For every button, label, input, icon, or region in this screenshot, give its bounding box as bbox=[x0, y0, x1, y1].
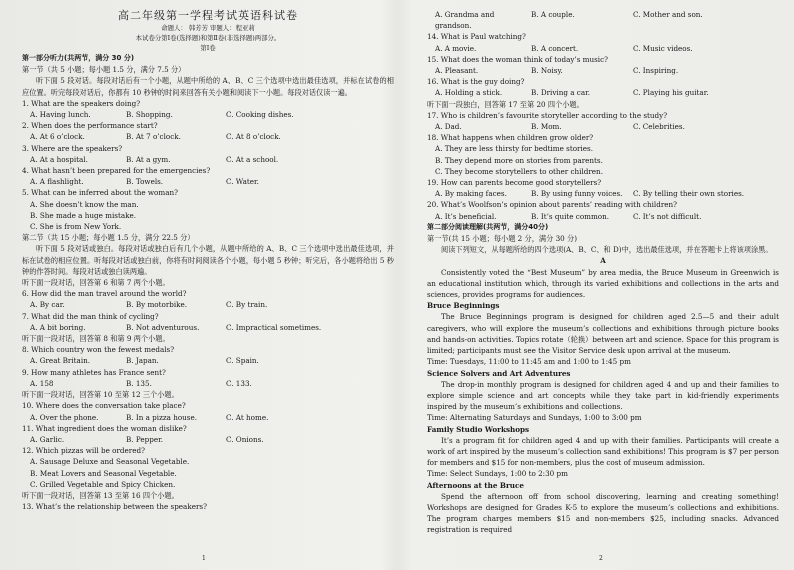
program-time: Time: Tuesdays, 11:00 to 11:45 am and 1:00 to 1:45 pm bbox=[427, 357, 631, 367]
option[interactable]: A. Grandma and grandson. bbox=[435, 10, 495, 31]
option[interactable]: A. Dad. bbox=[435, 122, 462, 132]
question-13-options bbox=[427, 9, 779, 31]
question-5: 5. What can be inferred about the woman? bbox=[22, 188, 178, 198]
program-heading: Family Studio Workshops bbox=[427, 424, 530, 434]
question-17-options bbox=[427, 121, 779, 132]
option[interactable]: A. Pleasant. bbox=[435, 66, 479, 76]
option[interactable]: B. In a pizza house. bbox=[126, 412, 198, 422]
option[interactable]: B. Noisy. bbox=[531, 66, 563, 76]
option[interactable]: C. Inspiring. bbox=[633, 66, 679, 76]
option[interactable]: C. Spain. bbox=[226, 356, 259, 366]
question-11-options bbox=[22, 434, 394, 445]
option[interactable]: C. Onions. bbox=[226, 434, 264, 444]
part2-section1-heading: 第一节(共 15 小题；每小题 2 分，满分 30 分) bbox=[427, 234, 577, 244]
option[interactable]: B. Driving a car. bbox=[531, 88, 591, 98]
listening-cue: 听下面一段对话，回答第 8 和第 9 两个小题。 bbox=[22, 334, 170, 344]
option[interactable]: A. They are less thirsty for bedtime stories. bbox=[435, 144, 593, 154]
option[interactable]: B. A couple. bbox=[531, 10, 575, 19]
part1-heading: 第一部分听力(共两节，满分 30 分) bbox=[22, 54, 135, 62]
question-17: 17. Who is children’s favourite storyteller according to the study? bbox=[427, 110, 668, 120]
question-19: 19. How can parents become good storytellers? bbox=[427, 178, 602, 188]
option[interactable]: A. A movie. bbox=[435, 43, 477, 53]
option[interactable]: A. Garlic. bbox=[30, 434, 65, 444]
program-description: It’s a program fit for children aged 4 and up with their families. Participants will create a work of art inspired by the museum’s collection sand exhibitions! This program is $7 per person for members and $15 for non-members, plus the cost of museum admission. bbox=[427, 435, 779, 468]
question-4: 4. What hasn’t been prepared for the emergencies? bbox=[22, 166, 211, 176]
option[interactable]: A. Great Britain. bbox=[30, 356, 91, 366]
question-10-options bbox=[22, 412, 394, 423]
program-description: Spend the afternoon off from school discovering, learning and creating something! Workshops are designed for Grades K-5 to explore the museum’s collections and exhibitions. The program charges members $15 and non-members $25, including snacks. Advanced registration is required bbox=[427, 491, 779, 535]
page-number: 1 bbox=[202, 554, 206, 562]
option[interactable]: C. Water. bbox=[226, 177, 259, 187]
question-3-options bbox=[22, 154, 394, 165]
option[interactable]: A. 158 bbox=[30, 378, 54, 388]
question-19-options bbox=[427, 188, 779, 199]
question-15: 15. What does the woman think of today’s music? bbox=[427, 54, 608, 64]
exam-structure: 本试卷分第Ⅰ卷(选择题)和第Ⅱ卷(非选择题)两部分。 bbox=[135, 34, 281, 42]
question-6: 6. How did the man travel around the world? bbox=[22, 289, 187, 299]
listening-cue: 听下面一段独白，回答第 17 至第 20 四个小题。 bbox=[427, 99, 584, 109]
section1-heading: 第一节（共 5 小题；每小题 1.5 分，满分 7.5 分） bbox=[22, 65, 186, 75]
option[interactable]: B. Towels. bbox=[126, 177, 164, 187]
option[interactable]: B. At a gym. bbox=[126, 154, 171, 164]
program-heading: Afternoons at the Bruce bbox=[427, 480, 524, 490]
option[interactable]: A. It’s beneficial. bbox=[435, 211, 497, 221]
question-2: 2. When does the performance start? bbox=[22, 121, 158, 131]
option[interactable]: A. Having lunch. bbox=[30, 110, 91, 120]
listening-cue: 听下面一段对话，回答第 13 至第 16 四个小题。 bbox=[22, 490, 179, 500]
program-heading: Bruce Beginnings bbox=[427, 301, 500, 311]
question-20-options bbox=[427, 211, 779, 222]
option[interactable]: C. Mother and son. bbox=[633, 10, 703, 19]
question-3: 3. Where are the speakers? bbox=[22, 143, 123, 153]
option[interactable]: B. Shopping. bbox=[126, 110, 173, 120]
page-left bbox=[22, 0, 394, 570]
question-1: 1. What are the speakers doing? bbox=[22, 98, 141, 108]
question-18: 18. What happens when children grow older? bbox=[427, 133, 594, 143]
option[interactable]: A. By making faces. bbox=[435, 189, 507, 199]
question-8: 8. Which country won the fewest medals? bbox=[22, 345, 175, 355]
option[interactable]: C. She is from New York. bbox=[30, 222, 122, 232]
passage-letter: A bbox=[600, 256, 606, 266]
question-11: 11. What ingredient does the woman dislike? bbox=[22, 423, 187, 433]
page-right bbox=[427, 0, 779, 570]
question-20: 20. What’s Woolfson’s opinion about parents’ reading with children? bbox=[427, 200, 678, 210]
option[interactable]: C. Grilled Vegetable and Spicy Chicken. bbox=[30, 479, 176, 489]
option[interactable]: A. At 6 o’clock. bbox=[30, 132, 85, 142]
section2-heading: 第二节（共 15 小题；每小题 1.5 分，满分 22.5 分） bbox=[22, 233, 195, 243]
option[interactable]: C. At a school. bbox=[226, 154, 279, 164]
option[interactable]: B. Meat Lovers and Seasonal Vegetable. bbox=[30, 468, 177, 478]
question-4-options bbox=[22, 176, 394, 187]
question-6-options bbox=[22, 299, 394, 310]
question-14-options bbox=[427, 43, 779, 54]
question-1-options bbox=[22, 109, 394, 120]
passage-intro: Consistently voted the “Best Museum” by area media, the Bruce Museum in Greenwich is an educational institution which, through its varied exhibitions and collections in the arts and sciences, provides programs for audiences. bbox=[427, 267, 779, 300]
question-9-options bbox=[22, 378, 394, 389]
question-8-options bbox=[22, 355, 394, 366]
page-number: 2 bbox=[599, 554, 603, 562]
option[interactable]: C. Impractical sometimes. bbox=[226, 322, 322, 332]
question-7: 7. What did the man think of cycling? bbox=[22, 311, 159, 321]
option[interactable]: C. At 8 o’clock. bbox=[226, 132, 281, 142]
volume-label: 第Ⅰ卷 bbox=[200, 44, 216, 52]
option[interactable]: C. It’s not difficult. bbox=[633, 211, 702, 221]
option[interactable]: B. They depend more on stories from parents. bbox=[435, 155, 603, 165]
option[interactable]: C. At home. bbox=[226, 412, 269, 422]
question-14: 14. What is Paul watching? bbox=[427, 32, 526, 42]
option[interactable]: A. A bit boring. bbox=[30, 322, 86, 332]
question-10: 10. Where does the conversation take place? bbox=[22, 401, 186, 411]
option[interactable]: B. A concert. bbox=[531, 43, 579, 53]
section2-instructions: 听下面 5 段对话或独白。每段对话或独白后有几个小题，从题中所给的 A、B、C 三个选项中选出最佳选项，并标在试卷的相应位置。听每段对话或独白前，你将有时间阅读各个小题，每小题 5 秒钟；听完后，各小题将给出 5 秒钟的作答时间。每段对话或独白读两遍。 bbox=[22, 244, 394, 276]
option[interactable]: C. Music videos. bbox=[633, 43, 693, 53]
option[interactable]: B. By using funny voices. bbox=[531, 189, 623, 199]
option[interactable]: A. Sausage Deluxe and Seasonal Vegetable. bbox=[30, 457, 190, 467]
listening-cue: 听下面一段对话，回答第 10 至第 12 三个小题。 bbox=[22, 390, 179, 400]
option[interactable]: B. She made a huge mistake. bbox=[30, 210, 137, 220]
option[interactable]: B. Pepper. bbox=[126, 434, 164, 444]
part2-heading: 第二部分阅读理解(共两节，满分40分) bbox=[427, 222, 549, 231]
option[interactable]: B. Mom. bbox=[531, 122, 562, 132]
option[interactable]: C. 133. bbox=[226, 378, 252, 388]
question-7-options bbox=[22, 322, 394, 333]
option[interactable]: C. By train. bbox=[226, 300, 268, 310]
question-13: 13. What’s the relationship between the speakers? bbox=[22, 502, 207, 512]
option[interactable]: C. By telling their own stories. bbox=[633, 189, 745, 199]
option[interactable]: A. Over the phone. bbox=[30, 412, 99, 422]
exam-title: 高二年级第一学程考试英语科试卷 bbox=[118, 9, 298, 22]
option[interactable]: A. Holding a stick. bbox=[435, 88, 503, 98]
program-description: The drop-in monthly program is designed for children aged 4 and up and their families to explore simple science and art concepts while they take part in kid-friendly experiments inspired by the museum’s exhibitions and collections. bbox=[427, 379, 779, 412]
program-description: The Bruce Beginnings program is designed for children aged 2.5—5 and their adult caregivers, who will explore the museum’s collections and exhibitions through picture books and hands-on activities. Topics rotate（轮换）between art and science. Space for this program is limited; participants must see the Visitor Service desk upon arrival at the museum. bbox=[427, 312, 779, 356]
listening-cue: 听下面一段对话，回答第 6 和第 7 两个小题。 bbox=[22, 278, 170, 288]
question-2-options bbox=[22, 131, 394, 142]
program-time: Time: Select Sundays, 1:00 to 2:30 pm bbox=[427, 469, 568, 479]
option[interactable]: B. At 7 o’clock. bbox=[126, 132, 181, 142]
option[interactable]: C. They become storytellers to other children. bbox=[435, 166, 603, 176]
option[interactable]: C. Playing his guitar. bbox=[633, 88, 709, 98]
question-16: 16. What is the guy doing? bbox=[427, 77, 525, 87]
option[interactable]: B. It’s quite common. bbox=[531, 211, 610, 221]
question-16-options bbox=[427, 87, 779, 98]
option[interactable]: B. 135. bbox=[126, 378, 152, 388]
part2-instructions: 阅读下列短文，从每题所给的四个选项(A、B、C、和 D)中，选出最佳选项，并在答题卡上将该项涂黑。 bbox=[441, 245, 773, 255]
question-9: 9. How many athletes has France sent? bbox=[22, 367, 166, 377]
question-12: 12. Which pizzas will be ordered? bbox=[22, 446, 145, 456]
exam-authors: 命题人： 韩芳芳 审题人：程亚莉 bbox=[161, 24, 255, 32]
option[interactable]: B. Japan. bbox=[126, 356, 159, 366]
question-15-options bbox=[427, 65, 779, 76]
option[interactable]: C. Celebrities. bbox=[633, 122, 685, 132]
section1-instructions: 听下面 5 段对话。每段对话后有一个小题，从题中所给的 A、B、C 三个选项中选出最佳选项，并标在试卷的相应位置。听完每段对话后，你都有 10 秒钟的时间来回答有关小题和阅读下一小题。每段对话仅读一遍。 bbox=[22, 76, 394, 97]
option[interactable]: A. By car. bbox=[30, 300, 65, 310]
option[interactable]: A. A flashlight. bbox=[30, 177, 84, 187]
option[interactable]: B. By motorbike. bbox=[126, 300, 188, 310]
option[interactable]: C. Cooking dishes. bbox=[226, 110, 294, 120]
option[interactable]: B. Not adventurous. bbox=[126, 322, 200, 332]
option[interactable]: A. She doesn’t know the man. bbox=[30, 199, 139, 209]
option[interactable]: A. At a hospital. bbox=[30, 154, 88, 164]
program-time: Time: Alternating Saturdays and Sundays, 1:00 to 3:00 pm bbox=[427, 413, 642, 423]
program-heading: Science Solvers and Art Adventures bbox=[427, 368, 571, 378]
